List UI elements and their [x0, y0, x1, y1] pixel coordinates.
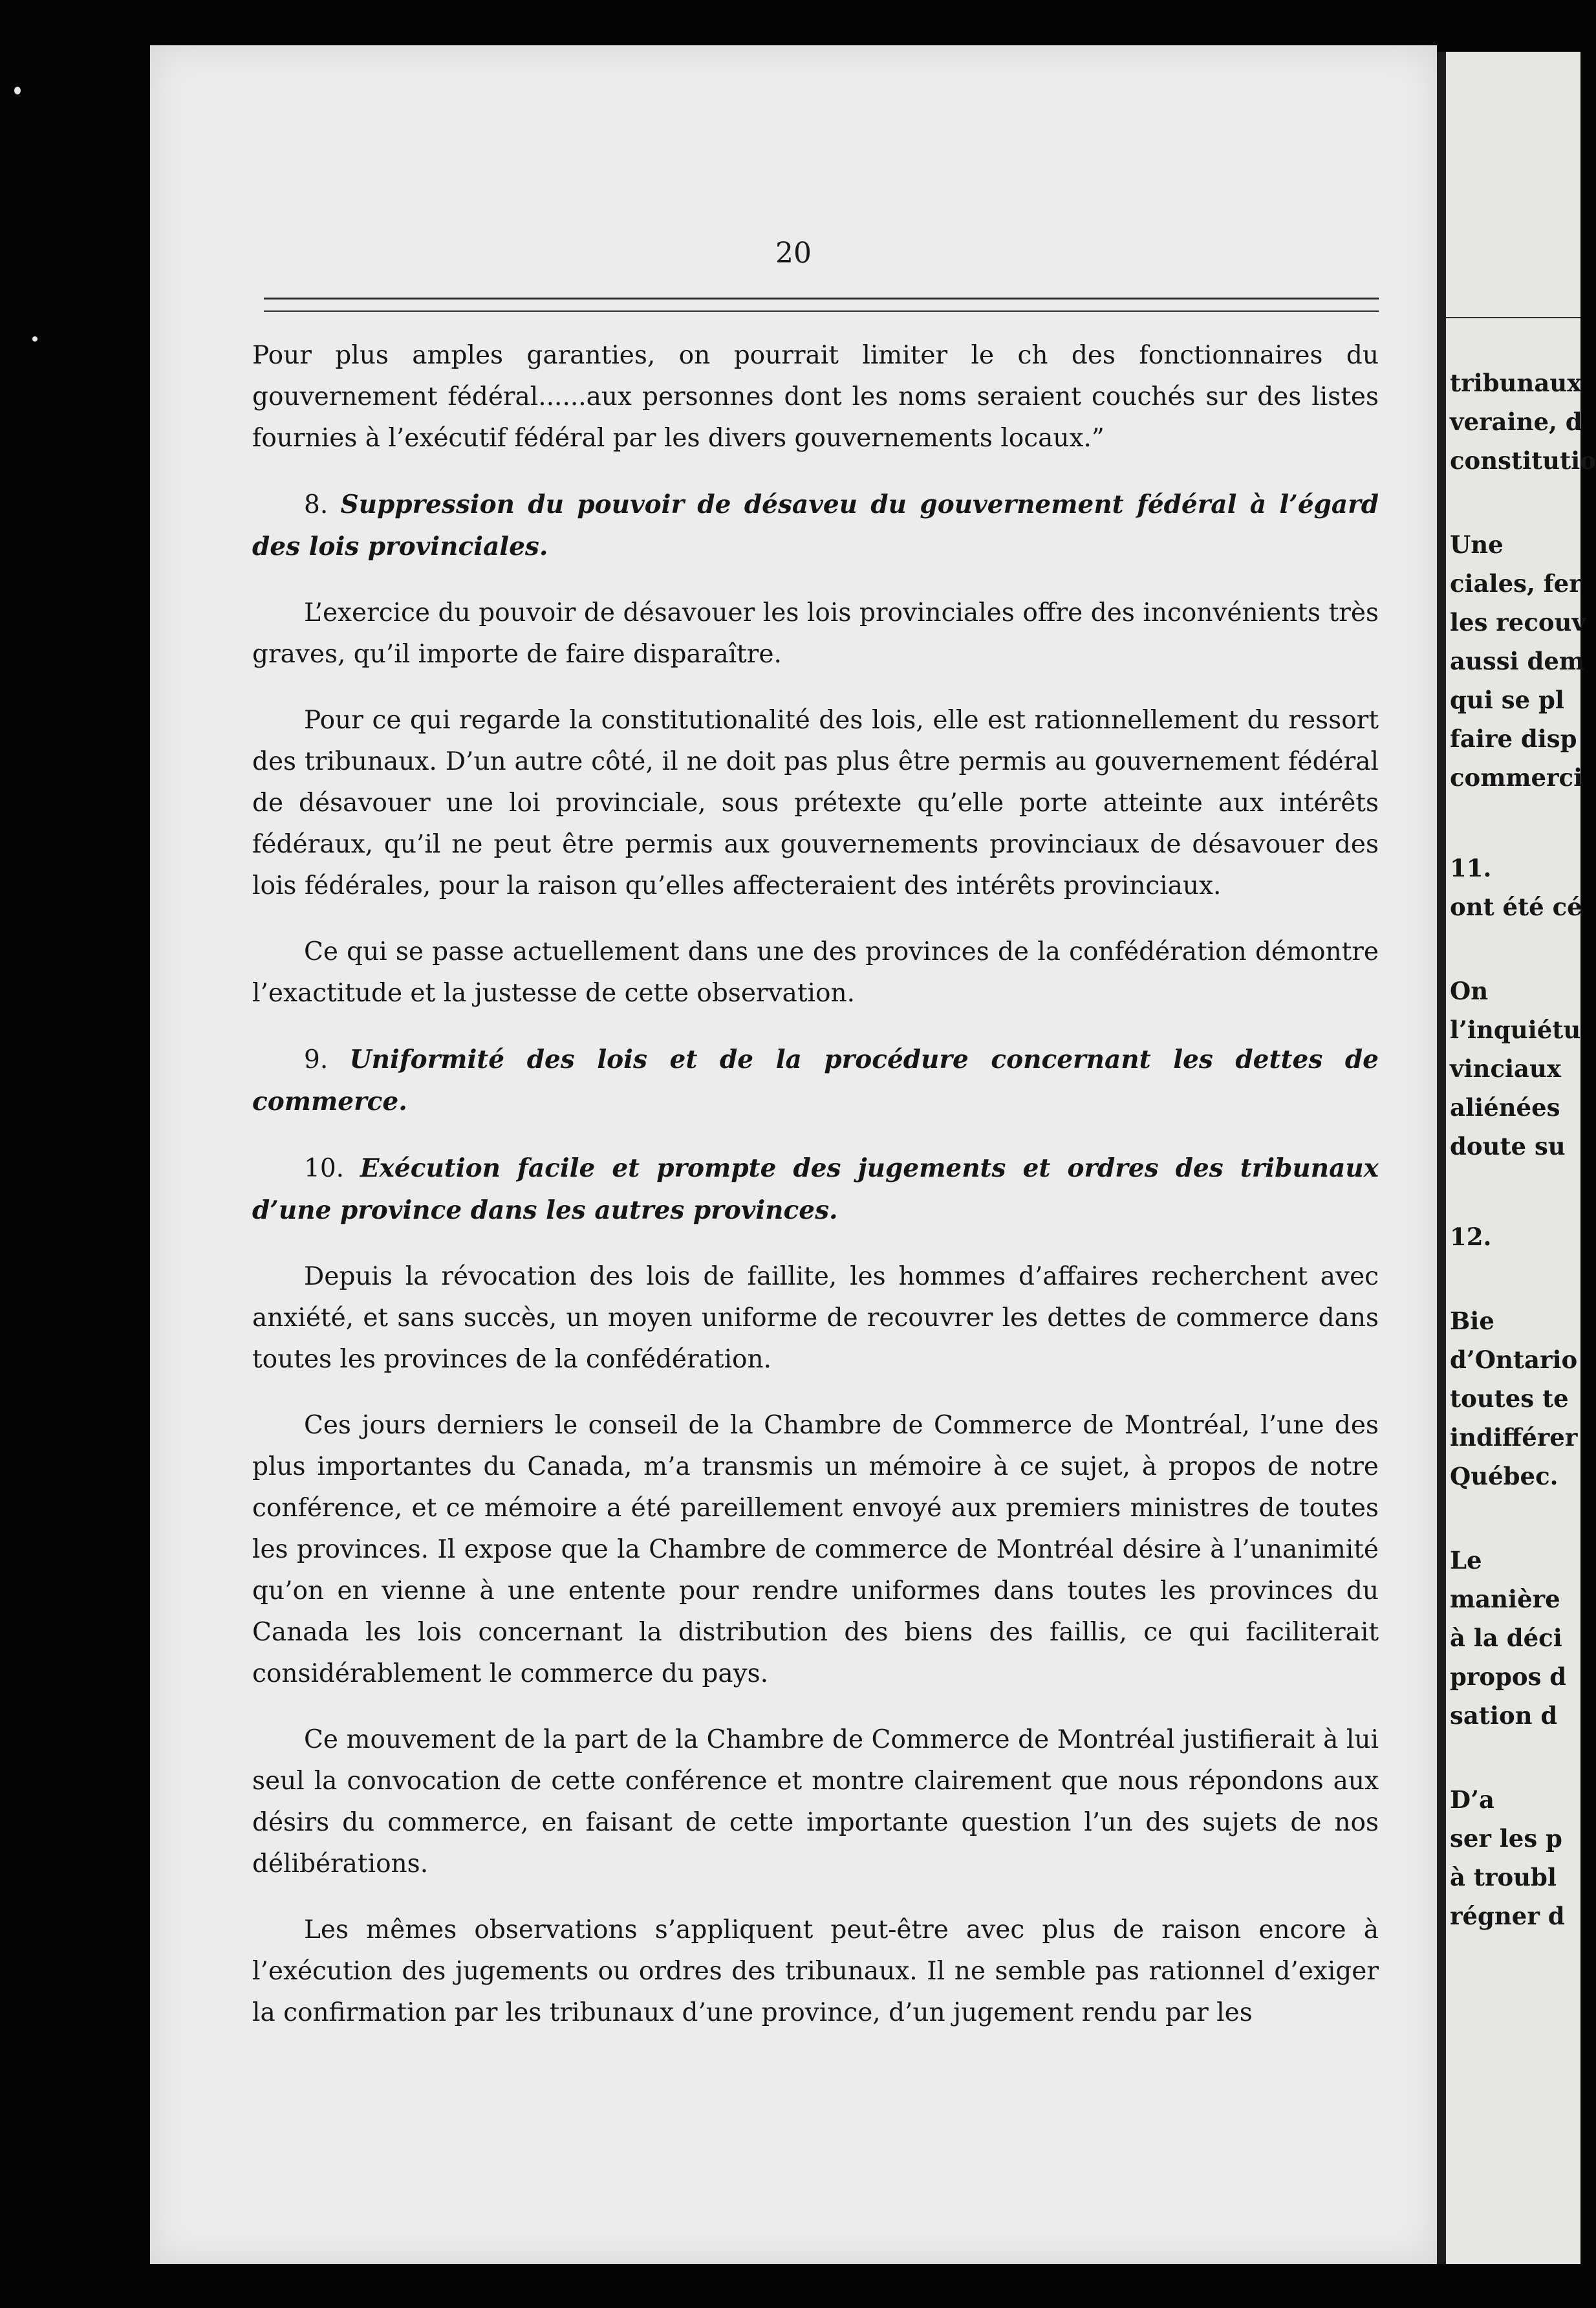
adjacent-page-line: qui se pl	[1450, 686, 1564, 714]
adjacent-page-line: régner d	[1450, 1902, 1565, 1930]
adjacent-page-line: On	[1450, 977, 1489, 1005]
adjacent-page-line: ser les p	[1450, 1824, 1562, 1853]
body-paragraph: Ce mouvement de la part de la Chambre de Commerce de Montréal justifierait à lui seul la convocation de cette conférence et montre clairement que nous répondons aux désirs du commerce, en faisant de cette importante question l’un des sujets de nos délibérations.	[252, 1725, 1379, 1878]
adjacent-page-line: 11.	[1450, 854, 1492, 882]
scan-speck	[14, 87, 21, 94]
body-paragraph: Depuis la révocation des lois de faillite, les hommes d’affaires recherchent avec anxiété, et sans succès, un moyen uniforme de recouvrer les dettes de commerce dans toutes les provinces de la confédération.	[252, 1262, 1379, 1374]
adjacent-page-line: Québec.	[1450, 1462, 1558, 1490]
body-paragraph: Ce qui se passe actuellement dans une des provinces de la confédération démontre l’exactitude et la justesse de cette observation.	[252, 937, 1379, 1008]
section-number: 10.	[304, 1154, 345, 1183]
adjacent-page-line: veraine, d	[1450, 408, 1582, 436]
adjacent-page-line: D’a	[1450, 1785, 1494, 1814]
section-number: 9.	[304, 1045, 329, 1074]
section-heading	[252, 484, 1379, 568]
adjacent-page-line: commerci	[1450, 763, 1583, 792]
body-paragraph: L’exercice du pouvoir de désavouer les lois provinciales offre des inconvénients très graves, qu’il importe de faire disparaître.	[252, 598, 1379, 669]
section-heading	[252, 1039, 1379, 1123]
page-body	[252, 335, 1379, 2058]
adjacent-page-line: Bie	[1450, 1307, 1494, 1335]
adjacent-page-line: vinciaux	[1450, 1054, 1561, 1083]
adjacent-page-line: à troubl	[1450, 1863, 1557, 1891]
adjacent-page-line: ciales, fer	[1450, 569, 1582, 598]
adjacent-page-line: doute su	[1450, 1132, 1566, 1160]
adjacent-page-line: Une	[1450, 530, 1504, 559]
adjacent-page-fragment	[1437, 52, 1596, 2264]
body-paragraph: Les mêmes observations s’appliquent peut-être avec plus de raison encore à l’exécution des jugements ou ordres des tribunaux. Il ne semble pas rationnel d’exiger la confirmation par les tribunaux d’une province, d’un jugement rendu par les	[252, 1915, 1379, 2027]
section-heading	[252, 1148, 1379, 1232]
header-rule	[264, 298, 1379, 299]
section-title: Suppression du pouvoir de désaveu du gouvernement fédéral à l’égard des lois provinciales.	[252, 490, 1379, 561]
adjacent-page-line: constitutio	[1450, 446, 1596, 475]
adjacent-page-line: à la déci	[1450, 1624, 1562, 1652]
adjacent-page-line: tribunaux	[1450, 369, 1582, 397]
adjacent-page-line: faire disp	[1450, 724, 1577, 753]
adjacent-page-rule	[1446, 317, 1580, 318]
header-rule-thin	[264, 310, 1379, 312]
adjacent-page-line: les recouv	[1450, 608, 1586, 637]
adjacent-page-line: 12.	[1450, 1223, 1492, 1251]
adjacent-page-line: aussi dem	[1450, 647, 1585, 675]
adjacent-page-line: manière	[1450, 1585, 1560, 1613]
section-title: Exécution facile et prompte des jugements et ordres des tribunaux d’une province dans les autres provinces.	[252, 1153, 1379, 1225]
adjacent-page-line: l’inquiétu	[1450, 1016, 1581, 1044]
document-page	[150, 45, 1437, 2264]
adjacent-page-line: Le	[1450, 1546, 1482, 1574]
body-paragraph: Pour ce qui regarde la constitutionalité des lois, elle est rationnellement du ressort des tribunaux. D’un autre côté, il ne doit pas plus être permis au gouvernement fédéral de désavouer une loi provinciale, sous prétexte qu’elle porte atteinte aux intérêts fédéraux, qu’il ne peut être permis aux gouvernements provinciaux de désavouer des lois fédérales, pour la raison qu’elles affecteraient des intérêts provinciaux.	[252, 706, 1379, 900]
adjacent-page-line: toutes te	[1450, 1384, 1569, 1413]
adjacent-page-line: sation d	[1450, 1701, 1558, 1730]
adjacent-page-line: aliénées	[1450, 1093, 1560, 1122]
adjacent-page-line: indifférer	[1450, 1423, 1578, 1452]
scan-speck	[32, 336, 38, 342]
adjacent-page-line: ont été cé	[1450, 893, 1582, 921]
section-number: 8.	[304, 490, 329, 519]
page-number: 20	[775, 237, 812, 270]
adjacent-page-line: d’Ontario	[1450, 1345, 1578, 1374]
body-paragraph: Ces jours derniers le conseil de la Chambre de Commerce de Montréal, l’une des plus importantes du Canada, m’a transmis un mémoire à ce sujet, à propos de notre conférence, et ce mémoire a été pareillement envoyé aux premiers ministres de toutes les provinces. Il expose que la Chambre de commerce de Montréal désire à l’unanimité qu’on en vienne à une entente pour rendre uniformes dans toutes les provinces du Canada les lois concernant la distribution des biens des faillis, ce qui faciliterait considérablement le commerce du pays.	[252, 1411, 1379, 1688]
adjacent-page-line: propos d	[1450, 1662, 1567, 1691]
body-paragraph: Pour plus amples garanties, on pourrait limiter le ch des fonctionnaires du gouvernement fédéral......aux personnes dont les noms seraient couchés sur des listes fournies à l’exécutif fédéral par les divers gouvernements locaux.”	[252, 341, 1379, 453]
section-title: Uniformité des lois et de la procédure concernant les dettes de commerce.	[252, 1045, 1379, 1116]
